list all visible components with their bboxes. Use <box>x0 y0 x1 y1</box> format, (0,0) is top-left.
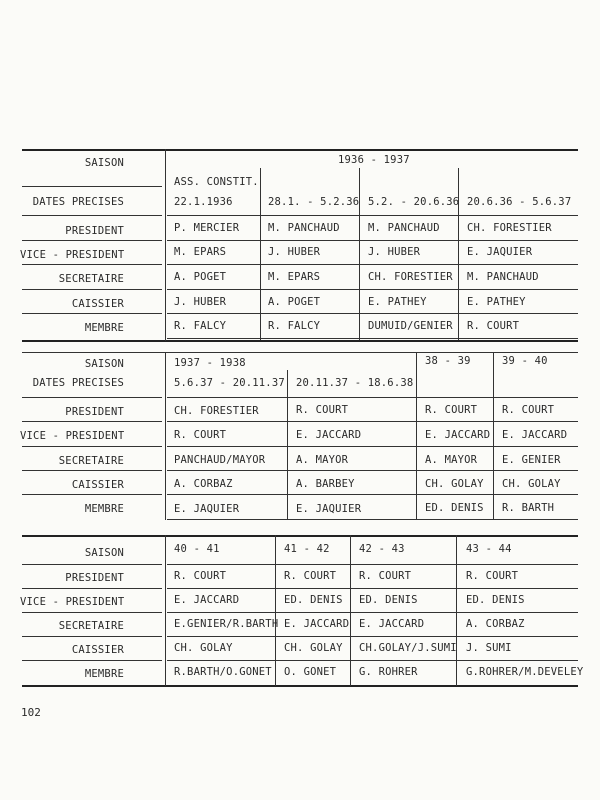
column-divider <box>350 535 351 686</box>
table-cell: CH.GOLAY/J.SUMI <box>359 642 457 654</box>
rule <box>22 186 162 187</box>
rule <box>22 397 162 398</box>
role-label: VICE - PRESIDENT <box>20 430 125 442</box>
table-cell: E. JACCARD <box>425 429 491 441</box>
rule <box>167 421 578 422</box>
column-divider <box>260 168 261 340</box>
table-cell: CH. GOLAY <box>502 478 561 490</box>
rule <box>22 421 162 422</box>
season-header: 41 - 42 <box>284 543 330 555</box>
rule <box>167 240 578 241</box>
role-label: PRESIDENT <box>65 406 124 418</box>
saison-label: SAISON <box>84 358 124 370</box>
rule <box>22 215 162 216</box>
rule <box>167 446 578 447</box>
role-label: CAISSIER <box>71 644 124 656</box>
constit-label: ASS. CONSTIT. <box>174 176 259 188</box>
table-cell: A. MAYOR <box>425 454 478 466</box>
season-header: 38 - 39 <box>425 355 471 367</box>
role-label: PRESIDENT <box>65 225 124 237</box>
role-label: SECRETAIRE <box>58 620 124 632</box>
rule <box>22 240 162 241</box>
role-label: SECRETAIRE <box>58 455 124 467</box>
role-label: VICE - PRESIDENT <box>20 596 125 608</box>
period: 5.2. - 20.6.36 <box>368 196 460 208</box>
rule <box>167 588 578 589</box>
period: 22.1.1936 <box>174 196 233 208</box>
rule <box>22 685 578 687</box>
rule <box>167 338 578 339</box>
period: 5.6.37 - 20.11.37 <box>174 377 285 389</box>
role-label: MEMBRE <box>84 322 124 334</box>
table-cell: R. COURT <box>284 570 337 582</box>
rule <box>167 470 578 471</box>
table-cell: ED. DENIS <box>359 594 418 606</box>
column-divider <box>359 168 360 340</box>
rule <box>22 588 162 589</box>
table-cell: PANCHAUD/MAYOR <box>174 454 266 466</box>
rule <box>167 264 578 265</box>
role-label: VICE - PRESIDENT <box>20 249 125 261</box>
rule <box>167 612 578 613</box>
table-cell: R. FALCY <box>268 320 321 332</box>
rule <box>167 313 578 314</box>
table-cell: R. COURT <box>502 404 555 416</box>
table-cell: ED. DENIS <box>284 594 343 606</box>
table-cell: M. PANCHAUD <box>467 271 539 283</box>
table-cell: R. BARTH <box>502 502 555 514</box>
role-label: CAISSIER <box>71 298 124 310</box>
table-cell: R.BARTH/O.GONET <box>174 666 272 678</box>
table-cell: E. JACCARD <box>296 429 362 441</box>
rule <box>167 660 578 661</box>
rule <box>22 636 162 637</box>
role-label: SECRETAIRE <box>58 273 124 285</box>
table-cell: CH. GOLAY <box>425 478 484 490</box>
role-label: MEMBRE <box>84 503 124 515</box>
table-cell: A. CORBAZ <box>174 478 233 490</box>
column-divider <box>275 535 276 686</box>
table-cell: E. JAQUIER <box>296 503 362 515</box>
season-header: 40 - 41 <box>174 543 220 555</box>
table-cell: E. JAQUIER <box>174 503 240 515</box>
column-divider <box>416 352 417 520</box>
table-cell: E. JACCARD <box>502 429 568 441</box>
rule <box>22 564 162 565</box>
rule <box>167 215 578 216</box>
rule <box>22 340 578 342</box>
table-cell: CH. FORESTIER <box>467 222 552 234</box>
table-cell: A. MAYOR <box>296 454 349 466</box>
table-cell: J. HUBER <box>368 246 421 258</box>
role-label: CAISSIER <box>71 479 124 491</box>
rule <box>167 564 578 565</box>
rule <box>22 352 578 353</box>
table-cell: E. JACCARD <box>284 618 350 630</box>
table-cell: P. MERCIER <box>174 222 240 234</box>
table-cell: G.ROHRER/M.DEVELEY <box>466 666 584 678</box>
table-cell: A. POGET <box>174 271 227 283</box>
table-cell: J. HUBER <box>174 296 227 308</box>
rule <box>22 535 578 537</box>
period: 20.11.37 - 18.6.38 <box>296 377 414 389</box>
dates-label: DATES PRECISES <box>32 377 124 389</box>
table-cell: M. EPARS <box>174 246 227 258</box>
rule <box>22 313 162 314</box>
table-cell: A. CORBAZ <box>466 618 525 630</box>
table-cell: E. GENIER <box>502 454 561 466</box>
season-header: 43 - 44 <box>466 543 512 555</box>
season-header: 42 - 43 <box>359 543 405 555</box>
table-cell: M. PANCHAUD <box>368 222 440 234</box>
table-cell: R. COURT <box>425 404 478 416</box>
rule <box>167 397 578 398</box>
period: 28.1. - 5.2.36 <box>268 196 360 208</box>
table-cell: E. JACCARD <box>359 618 425 630</box>
rule <box>22 470 162 471</box>
table-cell: M. EPARS <box>268 271 321 283</box>
rule <box>167 636 578 637</box>
table-cell: E.GENIER/R.BARTH <box>174 618 279 630</box>
column-divider <box>287 370 288 520</box>
table-cell: E. JACCARD <box>174 594 240 606</box>
table-cell: R. COURT <box>466 570 519 582</box>
table-cell: G. ROHRER <box>359 666 418 678</box>
saison-label: SAISON <box>84 547 124 559</box>
table-cell: ED. DENIS <box>466 594 525 606</box>
page-number: 102 <box>21 706 41 719</box>
table-cell: J. HUBER <box>268 246 321 258</box>
rule <box>22 660 162 661</box>
period: 20.6.36 - 5.6.37 <box>467 196 572 208</box>
saison-label: SAISON <box>84 157 124 169</box>
column-divider <box>165 352 166 520</box>
table-cell: CH. GOLAY <box>174 642 233 654</box>
dates-label: DATES PRECISES <box>32 196 124 208</box>
table-cell: ED. DENIS <box>425 502 484 514</box>
table-cell: R. COURT <box>467 320 520 332</box>
rule <box>22 149 578 151</box>
rule <box>22 612 162 613</box>
column-divider <box>493 352 494 520</box>
role-label: PRESIDENT <box>65 572 124 584</box>
rule <box>22 494 162 495</box>
table-cell: R. COURT <box>174 429 227 441</box>
season-header: 39 - 40 <box>502 355 548 367</box>
table-cell: O. GONET <box>284 666 337 678</box>
table-cell: CH. FORESTIER <box>174 405 259 417</box>
season-header: 1936 - 1937 <box>338 154 410 166</box>
table-cell: E. JAQUIER <box>467 246 533 258</box>
table-cell: R. FALCY <box>174 320 227 332</box>
table-cell: J. SUMI <box>466 642 512 654</box>
column-divider <box>165 149 166 341</box>
rule <box>167 289 578 290</box>
table-cell: M. PANCHAUD <box>268 222 340 234</box>
table-cell: R. COURT <box>359 570 412 582</box>
season-header: 1937 - 1938 <box>174 357 246 369</box>
table-cell: R. COURT <box>174 570 227 582</box>
column-divider <box>458 168 459 340</box>
column-divider <box>456 535 457 686</box>
table-cell: A. POGET <box>268 296 321 308</box>
rule <box>167 494 578 495</box>
table-cell: DUMUID/GENIER <box>368 320 453 332</box>
table-cell: E. PATHEY <box>467 296 526 308</box>
rule <box>22 289 162 290</box>
table-cell: E. PATHEY <box>368 296 427 308</box>
role-label: MEMBRE <box>84 668 124 680</box>
column-divider <box>165 535 166 686</box>
table-cell: CH. GOLAY <box>284 642 343 654</box>
rule <box>22 264 162 265</box>
rule <box>22 446 162 447</box>
rule <box>167 519 578 520</box>
table-cell: CH. FORESTIER <box>368 271 453 283</box>
table-cell: A. BARBEY <box>296 478 355 490</box>
table-cell: R. COURT <box>296 404 349 416</box>
